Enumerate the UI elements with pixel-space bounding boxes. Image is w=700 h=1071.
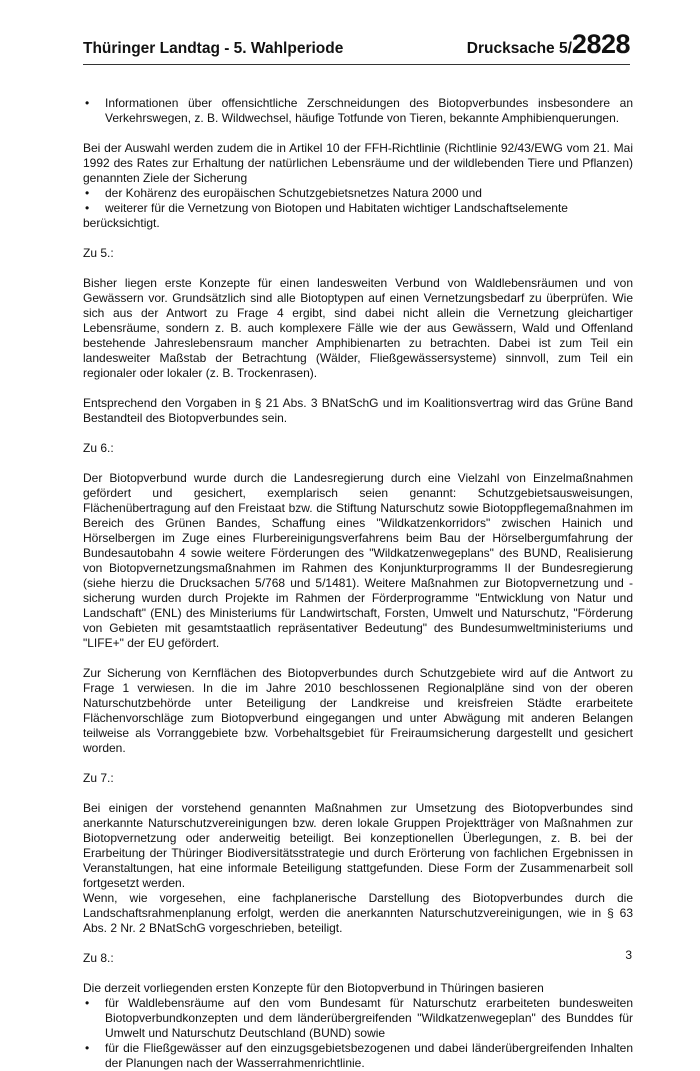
paragraph: Bisher liegen erste Konzepte für einen landesweiten Verbund von Waldlebensräumen und von Gewässern vor. Grundsätzlich sind alle Biotoptypen auf einen Vernetzungsbedarf zu überprüfen. Wie sich aus der Antwort zu Frage 4 ergibt, sind dabei nicht allein die Vernetzung gleichartiger Lebensräume, sondern z. B. auch komplexere Fälle wie der aus Gewässern, Wald und Offenland bestehende Jahreslebensraum mancher Amphibienarten zu betrachten. Dabei ist zum Teil ein landesweiter Maßstab der Betrachtung (Wälder, Fließgewässersysteme) sinnvoll, zum Teil ein regionaler oder lokaler (z. B. Trockenrasen). — [83, 276, 633, 380]
list-item: • für Waldlebensräume auf den vom Bundesamt für Naturschutz erarbeiteten bundesweiten Biotopverbundkonzepten und dem länderübergreifenden "Wildkatzenwegeplan" des Bunddes für Umwelt und Naturschutz Deutschland (BUND) sowie — [83, 996, 633, 1041]
section-heading-5: Zu 5.: — [83, 246, 114, 260]
list-item: • weiterer für die Vernetzung von Biotopen und Habitaten wichtiger Landschaftselemente — [83, 201, 633, 216]
paragraph: Die derzeit vorliegenden ersten Konzepte für den Biotopverbund in Thüringen basieren — [83, 981, 544, 995]
paragraph: Der Biotopverbund wurde durch die Landesregierung durch eine Vielzahl von Einzelmaßnahmen gefördert und gesichert, exemplarisch seien genannt: Schutzgebietsausweisungen, Flächenübertragung auf den Freistaat bzw. die Stiftung Naturschutz sowie Biotoppflegemaßnahmen im Bereich des Grünen Bandes, Schaffung eines "Wildkatzenkorridors" zwischen Hainich und Hörselbergen im Zuge eines Flurbereinigungsverfahrens beim Bau der Hörselbergumfahrung der Bundesautobahn 4 sowie weitere Förderungen des "Wildkatzenwegeplans" des BUND, Realisierung von Biotopvernetzungsmaßnahmen im Rahmen des Konjunkturprogramms II der Bundesregierung (siehe hierzu die Drucksachen 5/768 und 5/1481). Weitere Maßnahmen zur Biotopvernetzung und -sicherung wurden durch Projekte im Rahmen der Förderprogramme "Entwicklung von Natur und Landschaft" (ENL) des Ministeriums für Landwirtschaft, Forsten, Umwelt und Naturschutz, "Förderung von Gebieten mit gesamtstaatlich repräsentativer Bedeutung" des Bundesumweltministeriums und "LIFE+" der EU gefördert. — [83, 471, 633, 650]
q8-list — [83, 996, 633, 1071]
paragraph: Zur Sicherung von Kernflächen des Biotopverbundes durch Schutzgebiete wird auf die Antwort zu Frage 1 verwiesen. In die im Jahre 2010 beschlossenen Regionalpläne sind von der oberen Naturschutzbehörde unter Beteiligung der Landkreise und kreisfreien Städte erarbeitete Flächenvorschläge zum Biotopverbund eingegangen und unter Abwägung mit anderen Belangen teilweise als Vorranggebiete bzw. Vorbehaltsgebiet für Freiraumsicherung dargestellt und gesichert worden. — [83, 666, 633, 755]
document-body — [83, 96, 633, 1071]
section-heading-7: Zu 7.: — [83, 771, 114, 785]
list-item: • für die Fließgewässer auf den einzugsgebietsbezogenen und dabei länderübergreifenden Inhalten der Planungen nach der Wasserrahmenrichtlinie. — [83, 1041, 633, 1071]
paragraph-ffh-end: berücksichtigt. — [83, 216, 160, 230]
page-number: 3 — [625, 948, 632, 962]
paragraph-ffh: Bei der Auswahl werden zudem die in Artikel 10 der FFH-Richtlinie (Richtlinie 92/43/EWG vom 21. Mai 1992 des Rates zur Erhaltung der natürlichen Lebensräume und der wildlebenden Tiere und Pflanzen) genannten Ziele der Sicherung — [83, 141, 633, 185]
doc-number: 2828 — [571, 29, 630, 59]
header-title: Thüringer Landtag - 5. Wahlperiode — [83, 40, 344, 57]
paragraph: Bei einigen der vorstehend genannten Maßnahmen zur Umsetzung des Biotopverbundes sind anerkannte Naturschutzvereinigungen bzw. deren lokale Gruppen Projektträger von Maßnahmen zur Biotopvernetzung oder anderweitig beteiligt. Bei konzeptionellen Überlegungen, z. B. bei der Erarbeitung der Thüringer Biodiversitätsstrategie und durch Erörterung von fachlichen Ergebnissen in Veranstaltungen, hat eine informale Beteiligung stattgefunden. Diese Form der Zusammenarbeit soll fortgesetzt werden. — [83, 801, 633, 890]
intro-list — [83, 96, 633, 126]
document-number — [467, 29, 630, 60]
section-heading-6: Zu 6.: — [83, 441, 114, 455]
list-item: • der Kohärenz des europäischen Schutzgebietsnetzes Natura 2000 und — [83, 186, 633, 201]
paragraph: Wenn, wie vorgesehen, eine fachplanerische Darstellung des Biotopverbundes durch die Landschaftsrahmenplanung erfolgt, werden die anerkannten Naturschutzvereinigungen, wie in § 63 Abs. 2 Nr. 2 BNatSchG vorgeschrieben, beteiligt. — [83, 891, 633, 935]
page-header — [83, 28, 630, 65]
paragraph: Entsprechend den Vorgaben in § 21 Abs. 3 BNatSchG und im Koalitionsvertrag wird das Grüne Band Bestandteil des Biotopverbundes sein. — [83, 396, 633, 425]
ffh-list — [83, 186, 633, 216]
list-item: • Informationen über offensichtliche Zerschneidungen des Biotopverbundes insbesondere an Verkehrswegen, z. B. Wildwechsel, häufige Totfunde von Tieren, bekannte Amphibienquerungen. — [83, 96, 633, 126]
section-heading-8: Zu 8.: — [83, 951, 114, 965]
doc-label: Drucksache 5/ — [466, 40, 572, 57]
